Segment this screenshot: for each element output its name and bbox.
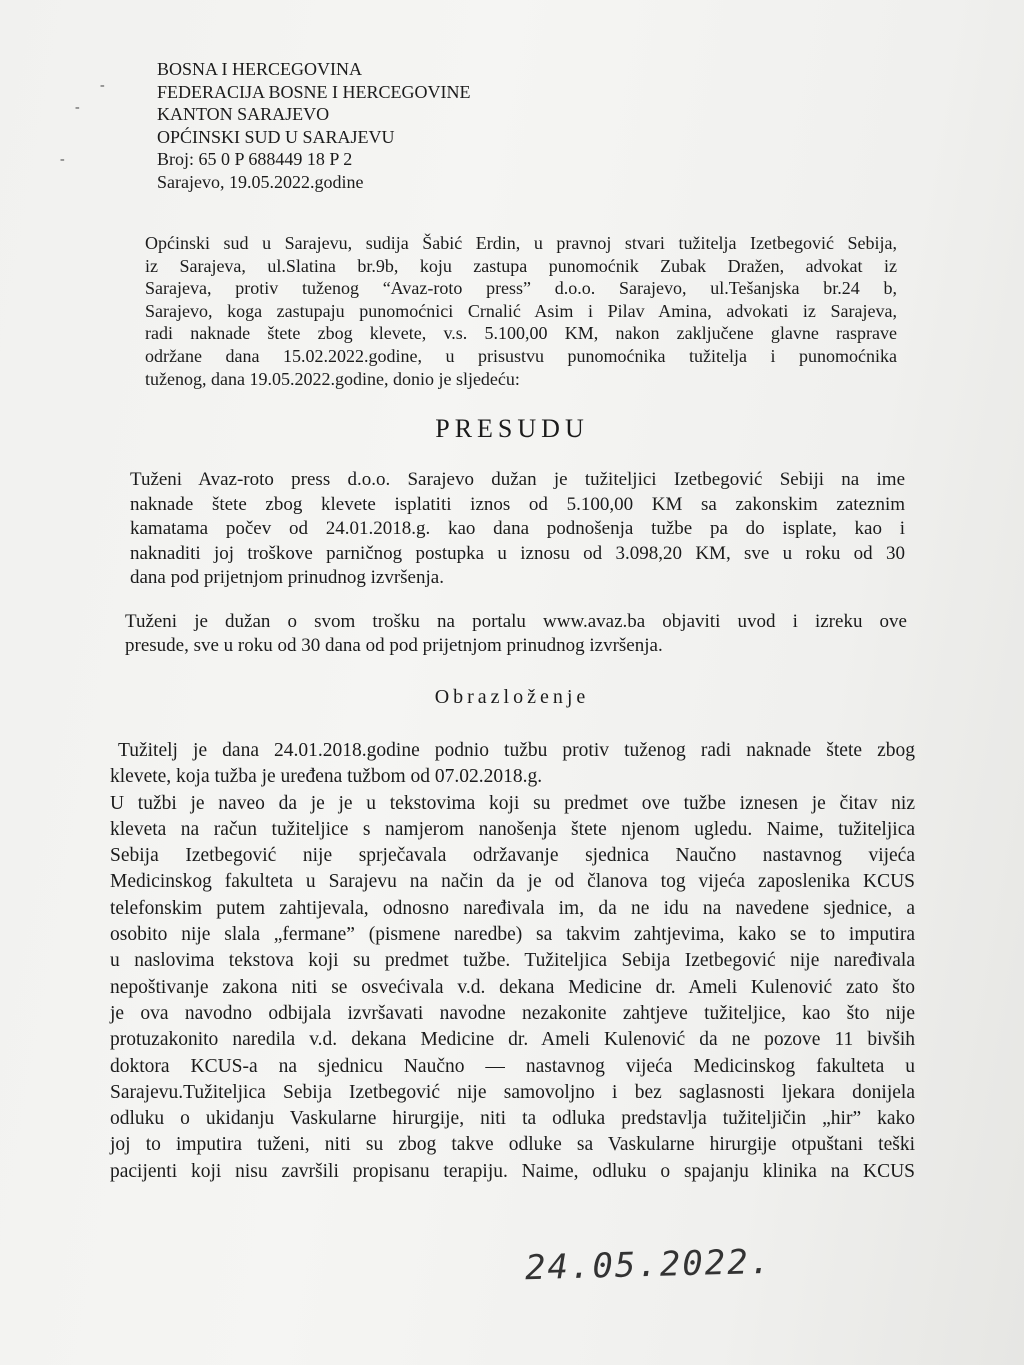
intro-paragraph bbox=[145, 232, 897, 390]
case-number: Broj: 65 0 P 688449 18 P 2 bbox=[157, 149, 353, 170]
text-line: radi naknade štete zbog klevete, v.s. 5.100,00 KM, nakon zaključene glavne rasprave bbox=[145, 323, 897, 344]
header-court: OPĆINSKI SUD U SARAJEVU bbox=[157, 126, 395, 147]
text-line: Općinski sud u Sarajevu, sudija Šabić Erdin, u pravnoj stvari tužitelja Izetbegović Sebija, bbox=[145, 233, 897, 253]
header-canton: KANTON SARAJEVO bbox=[157, 104, 330, 125]
text-line: pacijenti koji nisu završili propisanu terapiju. Naime, odluku o spajanju klinika na KCUS bbox=[110, 1160, 915, 1182]
court-header bbox=[157, 58, 471, 194]
text-line: Sebija Izetbegović nije sprječavala održavanje sjednica Naučno nastavnog vijeća bbox=[110, 845, 915, 867]
text-line: Sarajevu.Tužiteljica Sebija Izetbegović nije samovoljno i bez saglasnosti ljekara donijela bbox=[110, 1081, 915, 1103]
text-line: naknade štete zbog klevete isplatiti iznos od 5.100,00 KM sa zakonskim zateznim bbox=[130, 493, 905, 515]
document-date: Sarajevo, 19.05.2022.godine bbox=[157, 171, 364, 192]
text-line: joj to imputira tuženi, niti su zbog takve odluke sa Vaskularne hirurgije otpuštani teški bbox=[110, 1134, 915, 1156]
text-line: naknaditi joj troškove parničnog postupka u iznosu od 3.098,20 KM, sve u roku od 30 bbox=[130, 542, 905, 564]
text-line: Tužitelj je dana 24.01.2018.godine podnio tužbu protiv tuženog radi naknade štete zbog bbox=[118, 740, 915, 761]
publication-paragraph bbox=[125, 610, 907, 658]
text-line: kleveta na račun tužiteljice s namjerom nanošenja štete njenom ugledu. Naime, tužiteljica bbox=[110, 818, 915, 840]
text-line: doktora KCUS-a na sjednicu Naučno — nastavnog vijeća Medicinskog fakulteta u bbox=[110, 1055, 915, 1077]
margin-mark: - bbox=[75, 100, 80, 115]
header-country: BOSNA I HERCEGOVINA bbox=[157, 59, 363, 79]
verdict-title: PRESUDU bbox=[435, 414, 589, 443]
text-line: protuzakonito naredila v.d. dekana Medicine dr. Ameli Kulenović da ne pozove 11 bivših bbox=[110, 1029, 915, 1051]
text-line: Tuženi Avaz-roto press d.o.o. Sarajevo dužan je tužiteljici Izetbegović Sebiji na ime bbox=[130, 469, 905, 490]
text-line: Medicinskog fakulteta u Sarajevu na način da je od članova tog vijeća zaposlenika KCUS bbox=[110, 871, 915, 893]
text-line: presude, sve u roku od 30 dana od pod prijetnjom prinudnog izvršenja. bbox=[125, 635, 663, 656]
text-line: je ova navodno odbijala izvršavati navodne nezakonite zahtjeve tužiteljice, kao što nije bbox=[110, 1002, 915, 1024]
text-line: telefonskim putem zahtijevala, odnosno naređivala im, da ne idu na navedene sjednice, a bbox=[110, 897, 915, 919]
reasoning-paragraph bbox=[110, 738, 915, 1185]
reasoning-title: Obrazloženje bbox=[434, 686, 590, 708]
text-line: osobito nije slala „fermane” (pismene naredbe) sa takvim zahtjevima, kako se to imputira bbox=[110, 924, 915, 946]
text-line: odluku o ukidanju Vaskularne hirurgije, niti ta odluka predstavlja tužiteljičin „hir” kako bbox=[110, 1108, 915, 1130]
handwritten-date: 24.05.2022. bbox=[524, 1241, 773, 1289]
text-line: dana pod prijetnjom prinudnog izvršenja. bbox=[130, 567, 444, 588]
text-line: Sarajevo, koga zastupaju punomoćnici Crnalić Asim i Pilav Amina, advokati iz Sarajeva, bbox=[145, 300, 897, 321]
text-line: tuženog, dana 19.05.2022.godine, donio je sljedeću: bbox=[145, 368, 520, 389]
text-line: nepoštivanje zakona niti se osvećivala v.d. dekana Medicine dr. Ameli Kulenović zato što bbox=[110, 976, 915, 998]
text-line: U tužbi je naveo da je je u tekstovima koji su predmet ove tužbe iznesen je čitav niz bbox=[110, 792, 915, 814]
text-line: iz Sarajeva, ul.Slatina br.9b, koju zastupa punomoćnik Zubak Dražen, advokat iz bbox=[145, 255, 897, 276]
text-line: Sarajeva, protiv tuženog “Avaz-roto press” d.o.o. Sarajevo, ul.Tešanjska br.24 b, bbox=[145, 278, 897, 299]
margin-mark: - bbox=[100, 78, 105, 93]
text-line: Tuženi je dužan o svom trošku na portalu www.avaz.ba objaviti uvod i izreku ove bbox=[125, 611, 907, 632]
header-federation: FEDERACIJA BOSNE I HERCEGOVINE bbox=[157, 81, 471, 102]
text-line: održane dana 15.02.2022.godine, u prisustvu punomoćnika tužitelja i punomoćnika bbox=[145, 345, 897, 366]
verdict-paragraph bbox=[130, 468, 905, 591]
text-line: u naslovima tekstova koji su predmet tužbe. Tužiteljica Sebija Izetbegović nije naređivala bbox=[110, 950, 915, 972]
text-line: klevete, koja tužba je uređena tužbom od 07.02.2018.g. bbox=[110, 766, 543, 788]
text-line: kamatama počev od 24.01.2018.g. kao dana podnošenja tužbe pa do isplate, kao i bbox=[130, 518, 905, 539]
margin-mark: - bbox=[60, 152, 65, 167]
